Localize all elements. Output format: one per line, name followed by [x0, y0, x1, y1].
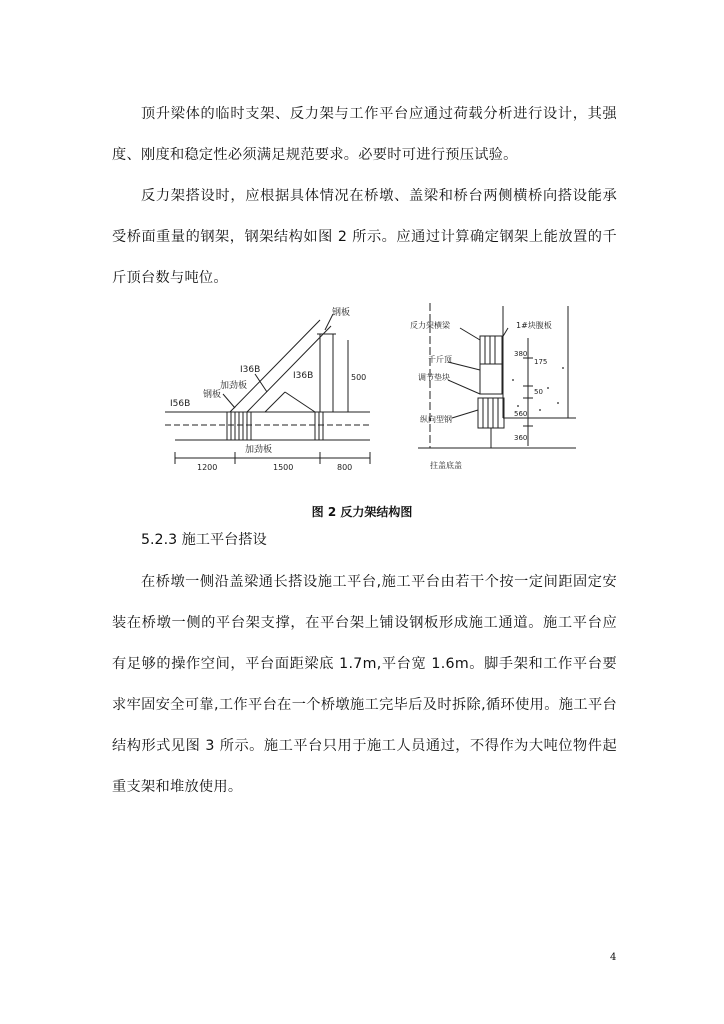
brace-right [285, 392, 315, 412]
label-i36b-b: I36B [293, 371, 314, 381]
label-dim-500: 500 [351, 373, 367, 382]
stiffener-group [227, 412, 323, 440]
longitudinal-steel-block [478, 398, 504, 428]
label-dim-50: 50 [534, 388, 543, 396]
label-dim-800: 800 [337, 463, 353, 472]
page-number: 4 [610, 952, 617, 963]
paragraph-2: 反力架搭设时，应根据具体情况在桥墩、盖梁和桥台两侧横桥向搭设能承受桥面重量的钢架，钢架结构如图 2 所示。应通过计算确定钢架上能放置的千斤顶台数与吨位。 [112, 188, 617, 286]
section-heading: 5.2.3 施工平台搭设 [141, 532, 267, 548]
reaction-beam-block [480, 336, 502, 364]
label-jack: 千斤顶 [428, 355, 452, 364]
paragraph-1: 顶升梁体的临时支架、反力架与工作平台应通过荷载分析进行设计，其强度、刚度和稳定性必须满足规范要求。必要时可进行预压试验。 [112, 106, 617, 163]
label-stiffener-top: 加劲板 [220, 381, 248, 391]
label-steel-plate-left: 钢板 [203, 390, 222, 400]
label-dim-175: 175 [534, 358, 548, 366]
label-i56b: I56B [170, 399, 191, 409]
label-long-steel: 纵向型钢 [420, 415, 452, 424]
paragraph-3: 在桥墩一侧沿盖梁通长搭设施工平台,施工平台由若干个按一定间距固定安装在桥墩一侧的平台架支撑，在平台架上铺设钢板形成施工通道。施工平台应有足够的操作空间，平台面距梁底 1.7m,平台宽 1.6m。脚手架和工作平台要求牢固安全可靠,工作平台在一个桥墩施工完毕后及时拆除,循环使用。施工平台结构形式见图 3 所示。施工平台只用于施工人员通过，不得作为大吨位物件起重支架和堆放使用。 [112, 574, 617, 795]
figure-caption: 图 2 反力架结构图 [311, 505, 413, 519]
label-steel-plate-top: 钢板 [332, 308, 351, 318]
label-shim: 调节垫块 [418, 373, 450, 382]
label-dim-380: 380 [514, 350, 528, 358]
label-pier-cap: 拄盖底盖 [430, 461, 462, 470]
label-reaction-beam: 反力架横梁 [410, 321, 450, 330]
label-web-plate: 1#块腹板 [516, 321, 552, 330]
label-dim-360: 360 [514, 434, 528, 442]
label-i36b-a: I36B [240, 365, 261, 375]
label-stiffener-bottom: 加劲板 [245, 445, 273, 455]
jack-detail-figure [408, 298, 580, 476]
jack-body [480, 364, 502, 394]
label-dim-560: 560 [514, 410, 528, 418]
label-dim-1200: 1200 [197, 463, 218, 472]
label-dim-1500: 1500 [273, 463, 294, 472]
brace-left [265, 392, 285, 412]
reaction-frame-elevation-figure [165, 300, 375, 475]
